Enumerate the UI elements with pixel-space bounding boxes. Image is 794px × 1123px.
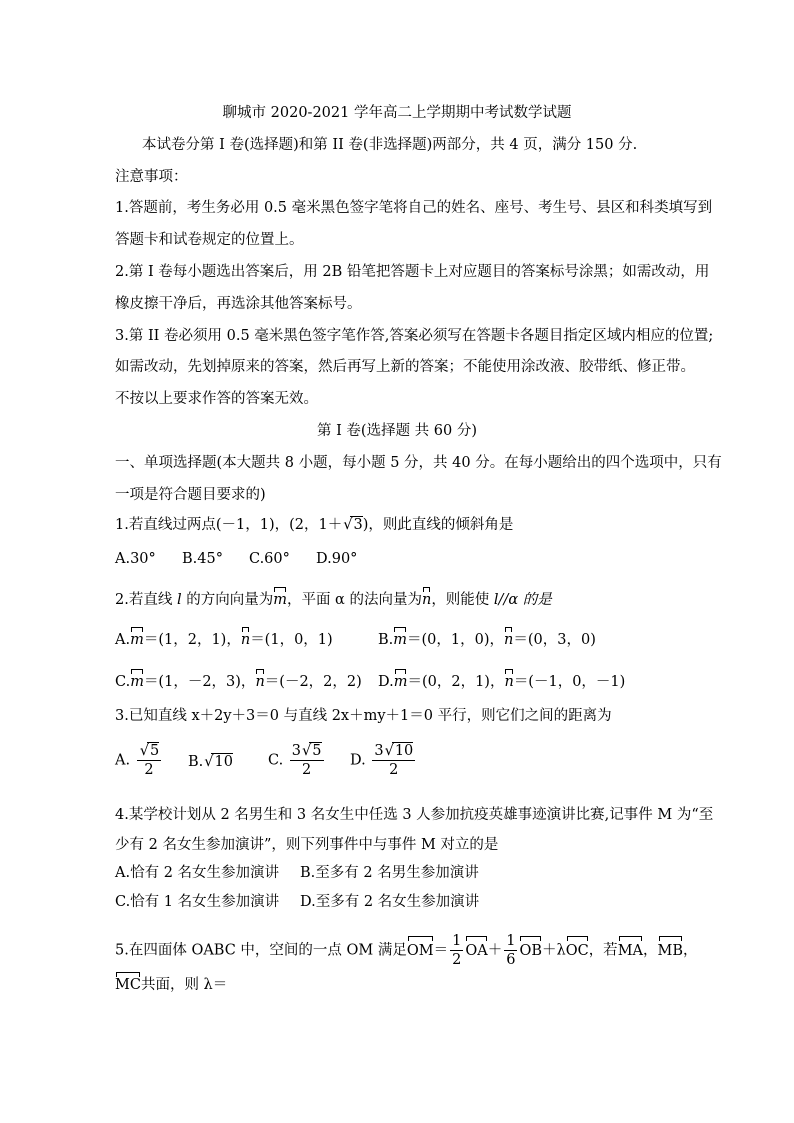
exam-title: 聊城市 2020-2021 学年高二上学期期中考试数学试题: [222, 105, 572, 121]
vector-oc: OC: [566, 939, 589, 963]
vector-ob: OB: [519, 939, 542, 963]
q2-option-a: A.m＝(1，2，1)，n＝(1，0，1): [115, 632, 333, 648]
question-5-stem: 5.在四面体 OABC 中，空间的一点 OM 满足OM＝ $\frac{1}{2}$ OA＋ $\frac{1}{6}$ OB＋λOC，若MA，MB，: [115, 933, 698, 968]
q3-option-a: A. √ $\frac{5}{2}$: [115, 742, 163, 779]
q3-option-b: B.√ 10: [188, 752, 233, 772]
q1-option-d: D.90°: [316, 551, 358, 567]
notice-line: 如需改动，先划掉原来的答案，然后再写上新的答案；不能使用涂改液、胶带纸、修正带。: [115, 359, 695, 375]
q4-option-b: B.至多有 2 名男生参加演讲: [300, 865, 479, 881]
notice-heading: 注意事项：: [115, 169, 188, 185]
question-3-stem: 3.已知直线 x＋2y＋3＝0 与直线 2x＋my＋1＝0 平行，则它们之间的距离为: [115, 708, 612, 724]
notice-line: 不按以上要求作答的答案无效。: [115, 391, 318, 407]
part1-heading: 第 I 卷(选择题 共 60 分): [316, 423, 478, 439]
q4-option-d: D.至多有 2 名女生参加演讲: [300, 894, 480, 910]
vector-oa: OA: [465, 939, 487, 963]
notice-line: 2.第 I 卷每小题选出答案后，用 2B 铅笔把答题卡上对应题目的答案标号涂黑；如需改动，用: [115, 264, 710, 280]
q2-option-b: B.m＝(0，1，0)，n＝(0，3，0): [378, 632, 596, 648]
vector-mb: MB: [658, 939, 684, 963]
sqrt-3: √ 3: [350, 516, 362, 533]
q1-option-c: C.60°: [249, 551, 290, 567]
q2-option-c: C.m＝(1，－2，3)，n＝(－2，2，2): [115, 674, 362, 690]
vector-n: n: [421, 592, 432, 608]
q3-option-d: D. $\frac{3√ 10}{2}$: [350, 742, 417, 779]
notice-line: 3.第 II 卷必须用 0.5 毫米黑色签字笔作答,答案必须写在答题卡各题目指定区域内相应的位置;: [115, 328, 714, 344]
q2-option-d: D.m＝(0，2，1)，n＝(－1，0，－1): [378, 674, 626, 690]
notice-line: 1.答题前，考生务必用 0.5 毫米黑色签字笔将自己的姓名、座号、考生号、县区和科类填写到: [115, 200, 713, 216]
q1-option-a: A.30°: [115, 551, 156, 567]
question-4-stem: 4.某学校计划从 2 名男生和 3 名女生中任选 3 人参加抗疫英雄事迹演讲比赛,记事件 M 为“至: [115, 807, 714, 823]
notice-line: 答题卡和试卷规定的位置上。: [115, 232, 304, 248]
q4-option-c: C.恰有 1 名女生参加演讲: [115, 894, 280, 910]
section1-instructions: 一、单项选择题(本大题共 8 小题，每小题 5 分，共 40 分。在每小题给出的四个选项中，只有: [115, 455, 722, 471]
question-4-stem: 少有 2 名女生参加演讲”，则下列事件中与事件 M 对立的是: [115, 837, 499, 853]
q3-option-c: C. $\frac{3√ 5}{2}$: [268, 742, 326, 779]
vector-m: m: [273, 592, 287, 608]
question-1-stem: 1.若直线过两点(－1，1)，(2，1＋√ 3)，则此直线的倾斜角是: [115, 515, 513, 535]
intro-text: 本试卷分第 I 卷(选择题)和第 II 卷(非选择题)两部分，共 4 页，满分 150 分.: [142, 137, 638, 153]
q4-option-a: A.恰有 2 名女生参加演讲: [115, 865, 280, 881]
q1-option-b: B.45°: [182, 551, 223, 567]
question-2-stem: 2.若直线 l 的方向向量为m，平面 α 的法向量为n，则能使 l//α 的是: [115, 592, 552, 608]
section1-instructions: 一项是符合题目要求的): [115, 487, 266, 503]
question-5-stem: MC共面，则 λ＝: [115, 977, 228, 993]
vector-ma: MA: [618, 939, 643, 963]
vector-om: OM: [407, 939, 434, 963]
notice-line: 橡皮擦干净后，再选涂其他答案标号。: [115, 296, 362, 312]
vector-mc: MC: [115, 977, 141, 993]
